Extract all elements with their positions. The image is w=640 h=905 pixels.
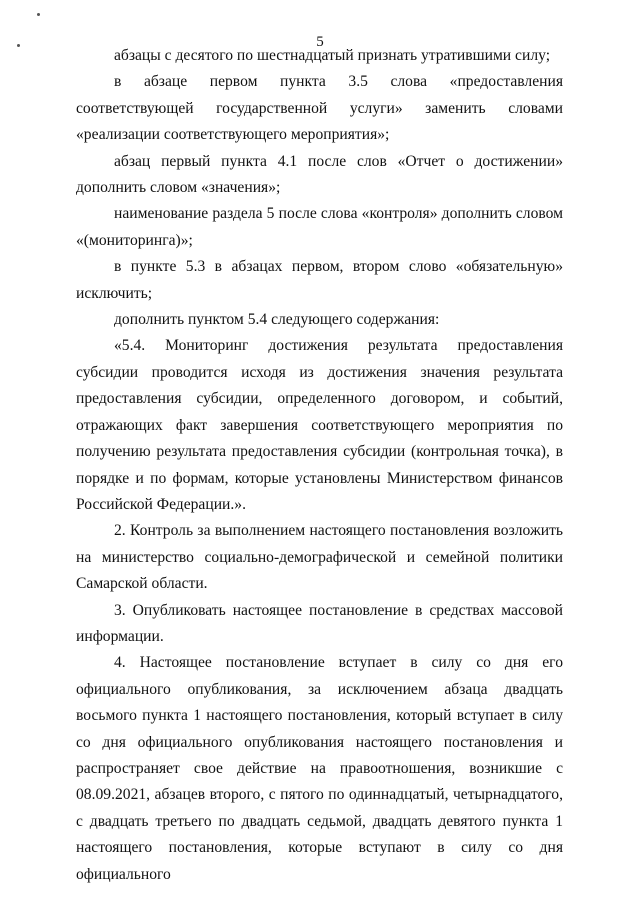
paragraph: наименование раздела 5 после слова «контроля» дополнить словом «(мониторинга)»;: [76, 205, 563, 249]
document-body: [76, 43, 563, 888]
paragraph: абзацы с десятого по шестнадцатый признать утратившими силу;: [114, 47, 551, 64]
paragraph: в пункте 5.3 в абзацах первом, втором слово «обязательную» исключить;: [76, 258, 563, 302]
paragraph: в абзаце первом пункта 3.5 слова «предоставления соответствующей государственной услуги» заменить словами «реализации соответствующего мероприятия»;: [76, 73, 563, 144]
scan-speck: [37, 13, 40, 16]
paragraph: 4. Настоящее постановление вступает в силу со дня его официального опубликования, за исключением абзаца двадцать восьмого пункта 1 настоящего постановления, который вступает в силу со дня официального опубликования настоящего постановления и распространяет свое действие на правоотношения, возникшие с 08.09.2021, абзацев второго, с пятого по одиннадцатый, четырнадцатого, с двадцать третьего по двадцать седьмой, двадцать девятого пункта 1 настоящего постановления, которые вступают в силу со дня официального: [76, 654, 563, 883]
paragraph: «5.4. Мониторинг достижения результата предоставления субсидии проводится исходя из достижения значения результата предоставления субсидии, определенного договором, и событий, отражающих факт завершения соответствующего мероприятия по получению результата предоставления субсидии (контрольная точка), в порядке и по формам, которые установлены Министерством финансов Российской Федерации.».: [76, 337, 563, 513]
paragraph: 2. Контроль за выполнением настоящего постановления возложить на министерство социально-демографической и семейной политики Самарской области.: [76, 522, 563, 593]
paragraph: 3. Опубликовать настоящее постановление в средствах массовой информации.: [76, 601, 563, 645]
paragraph: дополнить пунктом 5.4 следующего содержания:: [114, 311, 440, 329]
page-number: 5: [316, 34, 324, 50]
paragraph: абзац первый пункта 4.1 после слов «Отчет о достижении» дополнить словом «значения»;: [76, 152, 563, 197]
